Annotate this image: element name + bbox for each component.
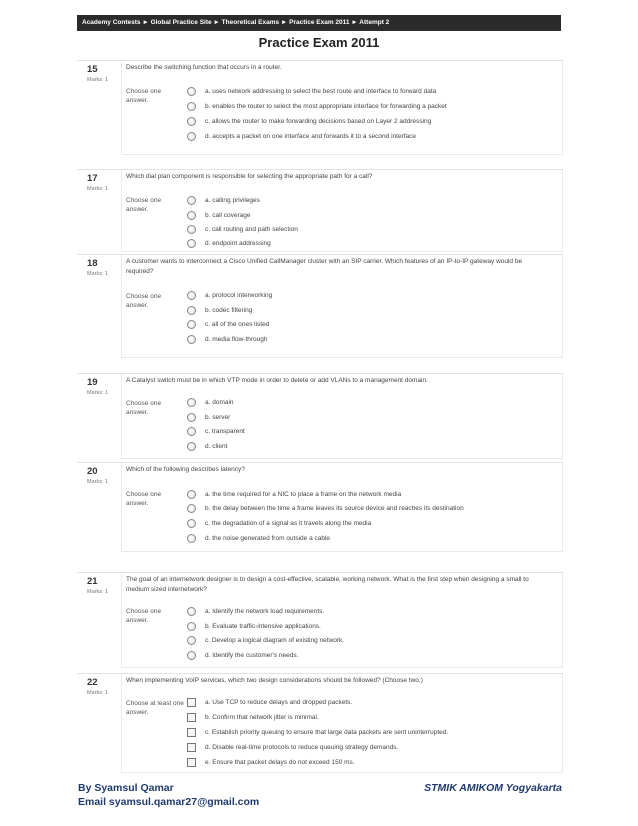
option-label: e. Ensure that packet delays do not exceed 150 ms. <box>205 759 355 766</box>
radio-button[interactable] <box>187 427 196 436</box>
radio-button[interactable] <box>187 225 196 234</box>
radio-button[interactable] <box>187 607 196 616</box>
radio-button[interactable] <box>187 519 196 528</box>
radio-button[interactable] <box>187 102 196 111</box>
choose-instruction: Choose at least one answer. <box>126 700 184 716</box>
option-label: b. server <box>205 414 231 421</box>
option-label: c. allows the router to make forwarding decisions based on Layer 2 addressing <box>205 118 432 125</box>
option-label: d. the noise generated from outside a cable <box>205 535 331 542</box>
option-label: b. enables the router to select the most appropriate interface for forwarding a packet <box>205 103 447 110</box>
option-label: d. Identify the customer's needs. <box>205 652 299 659</box>
question-22 <box>77 673 563 773</box>
checkbox[interactable] <box>187 728 196 737</box>
option-label: d. endpoint addressing <box>205 240 271 247</box>
question-marks: Marks: 1 <box>87 479 109 485</box>
checkbox[interactable] <box>187 743 196 752</box>
question-19 <box>77 373 563 459</box>
question-marks: Marks: 1 <box>87 186 109 192</box>
breadcrumb: Academy Contests ► Global Practice Site ► Theoretical Exams ► Practice Exam 2011 ► Attempt 2 <box>77 15 561 31</box>
question-20 <box>77 462 563 552</box>
option-label: d. accepts a packet on one interface and forwards it to a second interface <box>205 133 417 140</box>
option-label: b. codec filtering <box>205 307 253 314</box>
radio-button[interactable] <box>187 398 196 407</box>
radio-button[interactable] <box>187 320 196 329</box>
question-marks: Marks: 1 <box>87 589 109 595</box>
choose-instruction: Choose one answer. <box>126 608 162 624</box>
footer-author-block <box>78 781 259 809</box>
radio-button[interactable] <box>187 442 196 451</box>
radio-button[interactable] <box>187 132 196 141</box>
question-number: 15 <box>87 64 98 75</box>
question-text: A Catalyst switch must be in which VTP mode in order to delete or add VLANs to a management domain. <box>126 377 428 384</box>
footer-author: By Syamsul Qamar <box>78 782 174 794</box>
radio-button[interactable] <box>187 622 196 631</box>
question-21 <box>77 572 563 668</box>
option-label: b. the delay between the time a frame leaves its source device and reaches its destination <box>205 505 464 512</box>
choose-instruction: Choose one answer. <box>126 491 162 507</box>
checkbox[interactable] <box>187 758 196 767</box>
option-label: a. the time required for a NIC to place a frame on the network media <box>205 491 402 498</box>
question-number: 19 <box>87 377 98 388</box>
question-text: Which of the following describes latency? <box>126 466 245 473</box>
option-label: b. Confirm that network jitter is minimal. <box>205 714 319 721</box>
checkbox[interactable] <box>187 698 196 707</box>
option-label: c. all of the ones listed <box>205 321 270 328</box>
question-text: A customer wants to interconnect a Cisco Unified CallManager cluster with an SIP carrier. Which features of an IP-to-IP gateway would be required? <box>126 258 523 275</box>
question-17 <box>77 169 563 252</box>
radio-button[interactable] <box>187 87 196 96</box>
option-label: c. the degradation of a signal as it travels along the media <box>205 520 372 527</box>
option-label: c. transparent <box>205 428 245 435</box>
option-label: a. calling privileges <box>205 197 260 204</box>
question-marks: Marks: 1 <box>87 77 109 83</box>
question-number: 17 <box>87 173 98 184</box>
radio-button[interactable] <box>187 413 196 422</box>
option-label: a. Use TCP to reduce delays and dropped packets. <box>205 699 353 706</box>
option-label: b. call coverage <box>205 212 251 219</box>
question-18 <box>77 254 563 358</box>
question-marks: Marks: 1 <box>87 390 109 396</box>
radio-button[interactable] <box>187 211 196 220</box>
radio-button[interactable] <box>187 490 196 499</box>
option-label: d. client <box>205 443 228 450</box>
option-label: c. call routing and path selection <box>205 226 298 233</box>
radio-button[interactable] <box>187 636 196 645</box>
page-title: Practice Exam 2011 <box>258 35 380 50</box>
radio-button[interactable] <box>187 335 196 344</box>
question-text: Which dial plan component is responsible for selecting the appropriate path for a call? <box>126 173 373 180</box>
question-text: When implementing VoIP services, which two design considerations should be followed? (Choose two.) <box>126 677 423 684</box>
radio-button[interactable] <box>187 504 196 513</box>
radio-button[interactable] <box>187 651 196 660</box>
question-number: 20 <box>87 466 98 477</box>
question-number: 22 <box>87 677 98 688</box>
footer-email: Email syamsul.qamar27@gmail.com <box>78 796 260 808</box>
radio-button[interactable] <box>187 306 196 315</box>
choose-instruction: Choose one answer. <box>126 293 162 309</box>
question-15 <box>77 60 563 155</box>
option-label: b. Evaluate traffic-intensive applications. <box>205 623 321 630</box>
footer-institution: STMIK AMIKOM Yogyakarta <box>424 782 562 794</box>
option-label: a. domain <box>205 399 234 406</box>
question-marks: Marks: 1 <box>87 271 109 277</box>
option-label: d. Disable real-time protocols to reduce queuing strategy demands. <box>205 744 399 751</box>
option-label: d. media flow-through <box>205 336 268 343</box>
question-number: 18 <box>87 258 98 269</box>
option-label: a. uses network addressing to select the best route and interface to forward data <box>205 88 437 95</box>
checkbox[interactable] <box>187 713 196 722</box>
choose-instruction: Choose one answer. <box>126 88 162 104</box>
question-text: The goal of an internetwork designer is to design a cost-effective, scalable, working network. What is the first step when designing a small to medium sized internetwork? <box>126 576 529 593</box>
option-label: c. Develop a logical diagram of existing network. <box>205 637 345 644</box>
option-label: a. Identify the network load requirements. <box>205 608 325 615</box>
question-number: 21 <box>87 576 98 587</box>
radio-button[interactable] <box>187 239 196 248</box>
option-label: c. Establish priority queuing to ensure that large data packets are sent uninterrupted. <box>205 729 449 736</box>
radio-button[interactable] <box>187 196 196 205</box>
question-text: Describe the switching function that occurs in a router. <box>126 64 282 71</box>
question-marks: Marks: 1 <box>87 690 109 696</box>
radio-button[interactable] <box>187 291 196 300</box>
choose-instruction: Choose one answer. <box>126 197 162 213</box>
radio-button[interactable] <box>187 534 196 543</box>
radio-button[interactable] <box>187 117 196 126</box>
option-label: a. protocol interworking <box>205 292 273 299</box>
choose-instruction: Choose one answer. <box>126 400 162 416</box>
